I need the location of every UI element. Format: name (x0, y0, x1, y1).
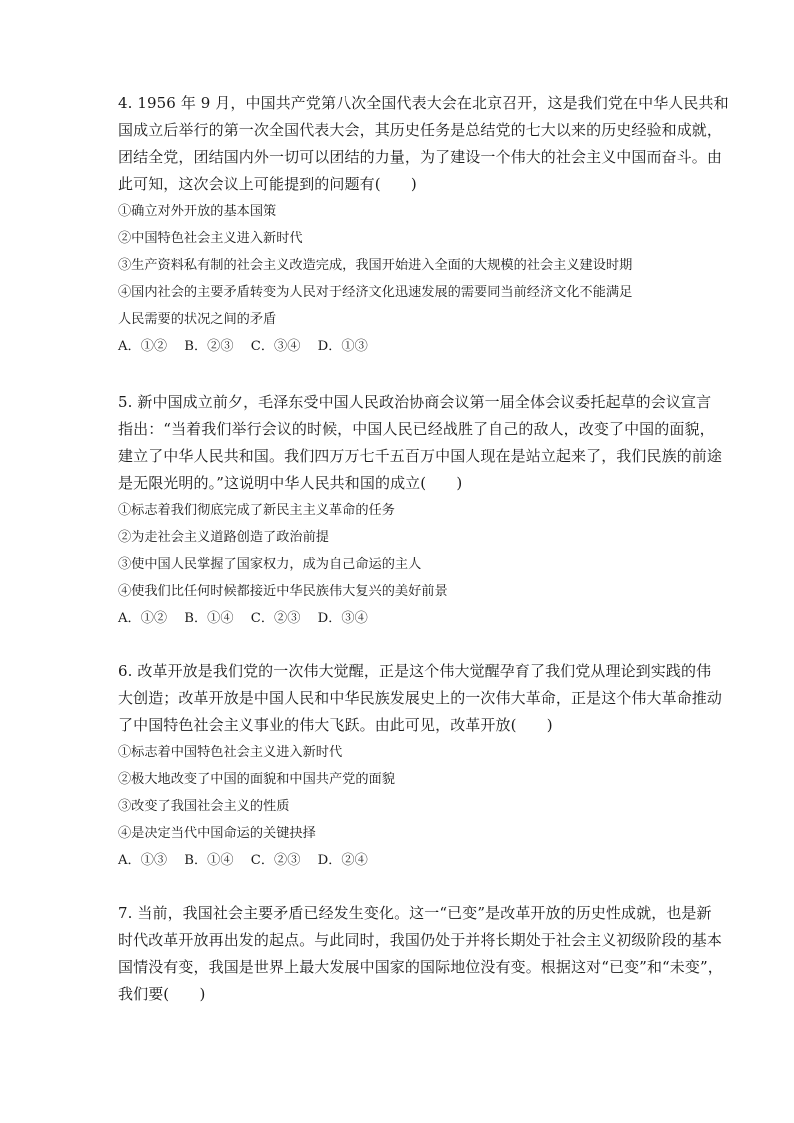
question-stem-line: 指出：“当着我们举行会议的时候，中国人民已经战胜了自己的敌人，改变了中国的面貌， (118, 420, 715, 438)
question-stem-line: 5. 新中国成立前夕，毛泽东受中国人民政治协商会议第一届全体会议委托起草的会议宣言 (118, 393, 712, 411)
question-stem-line: 4. 1956 年 9 月，中国共产党第八次全国代表大会在北京召开，这是我们党在中华人民共和 (118, 94, 729, 112)
answer-choices (118, 333, 678, 360)
option-item: ②为走社会主义道路创造了政治前提 (118, 530, 329, 545)
option-item: ③生产资料私有制的社会主义改造完成，我国开始进入全面的大规模的社会主义建设时期 (118, 258, 633, 273)
answer-choice-b: B．①④ (184, 853, 234, 868)
question-stem-line: 建立了中华人民共和国。我们四万万七千五百万中国人现在是站立起来了，我们民族的前途 (118, 447, 723, 465)
option-item-continuation: 人民需要的状况之间的矛盾 (118, 312, 277, 327)
question-stem-line: 6. 改革开放是我们党的一次伟大觉醒，正是这个伟大觉醒孕育了我们党从理论到实践的伟 (118, 662, 712, 680)
question-stem-line: 国情没有变，我国是世界上最大发展中国家的国际地位没有变。根据这对“已变”和“未变”， (118, 958, 723, 976)
answer-choice-d: D．②④ (317, 853, 368, 868)
answer-choice-a: A．①③ (118, 853, 168, 868)
answer-choice-c: C．②③ (250, 853, 301, 868)
question-stem-line: 我们要( ) (118, 985, 206, 1003)
question-5 (118, 389, 723, 632)
option-item: ③使中国人民掌握了国家权力，成为自己命运的主人 (118, 557, 422, 572)
answer-choice-b: B．①④ (184, 611, 234, 626)
question-6 (118, 658, 723, 874)
question-stem-line: 大创造；改革开放是中国人民和中华民族发展史上的一次伟大革命，正是这个伟大革命推动 (118, 689, 723, 707)
question-stem-line: 国成立后举行的第一次全国代表大会，其历史任务是总结党的七大以来的历史经验和成就， (118, 121, 723, 139)
question-stem-line: 7. 当前，我国社会主要矛盾已经发生变化。这一“已变”是改革开放的历史性成就，也是新 (118, 904, 712, 922)
option-item: ①确立对外开放的基本国策 (118, 204, 277, 219)
option-item: ④使我们比任何时候都接近中华民族伟大复兴的美好前景 (118, 584, 448, 599)
question-stem-line: 了中国特色社会主义事业的伟大飞跃。由此可见，改革开放( ) (118, 716, 553, 734)
option-item: ①标志着我们彻底完成了新民主主义革命的任务 (118, 503, 395, 518)
question-4 (118, 90, 729, 360)
answer-choice-d: D．①③ (317, 339, 368, 354)
answer-choices (118, 847, 678, 874)
option-item: ④国内社会的主要矛盾转变为人民对于经济文化迅速发展的需要同当前经济文化不能满足 (118, 285, 633, 300)
question-stem-line: 是无限光明的。”这说明中华人民共和国的成立( ) (118, 474, 463, 492)
question-stem-line: 团结全党，团结国内外一切可以团结的力量，为了建设一个伟大的社会主义中国而奋斗。由 (118, 148, 723, 166)
option-item: ③改变了我国社会主义的性质 (118, 799, 290, 814)
question-7 (118, 900, 723, 1008)
answer-choice-a: A．①② (118, 339, 168, 354)
question-stem-line: 此可知，这次会议上可能提到的问题有( ) (118, 175, 417, 193)
answer-choice-b: B．②③ (184, 339, 234, 354)
option-item: ②中国特色社会主义进入新时代 (118, 231, 303, 246)
option-item: ②极大地改变了中国的面貌和中国共产党的面貌 (118, 772, 395, 787)
option-item: ①标志着中国特色社会主义进入新时代 (118, 745, 343, 760)
answer-choices (118, 605, 678, 632)
option-item: ④是决定当代中国命运的关键抉择 (118, 826, 316, 841)
answer-choice-a: A．①② (118, 611, 168, 626)
answer-choice-c: C．③④ (250, 339, 301, 354)
question-stem-line: 时代改革开放再出发的起点。与此同时，我国仍处于并将长期处于社会主义初级阶段的基本 (118, 931, 723, 949)
answer-choice-d: D．③④ (317, 611, 368, 626)
answer-choice-c: C．②③ (250, 611, 301, 626)
